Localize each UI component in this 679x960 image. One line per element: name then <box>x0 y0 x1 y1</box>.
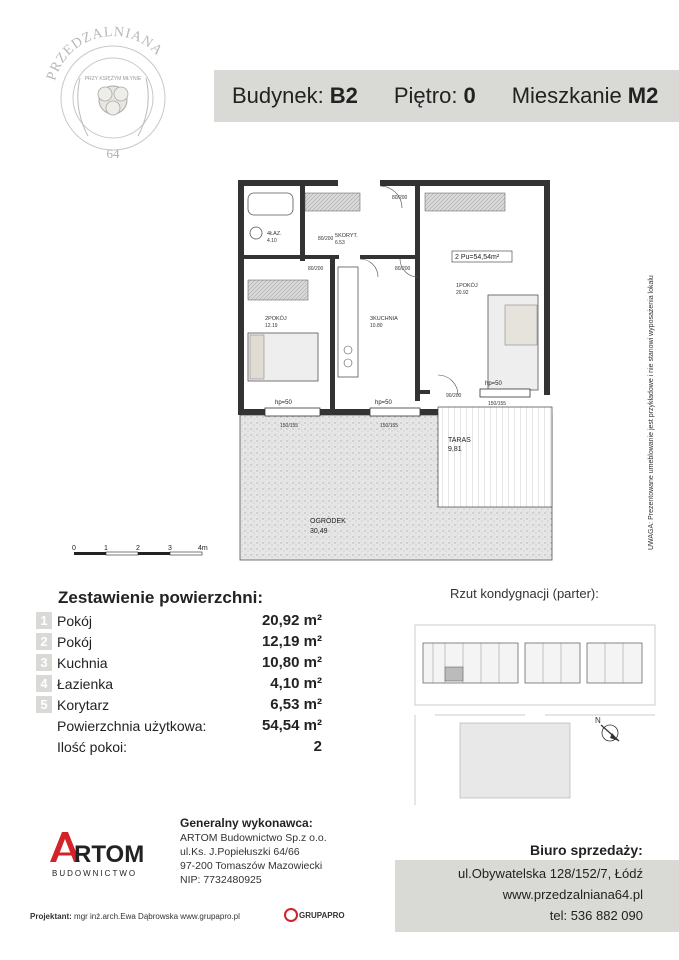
svg-text:PRZEDZALNIANA <box>44 25 165 83</box>
summary-rooms-row <box>36 737 336 757</box>
sales-address: ul.Obywatelska 128/152/7, Łódź <box>457 866 643 881</box>
keyplan-title: Rzut kondygnacji (parter): <box>450 586 599 601</box>
scale-tick-1: 1 <box>104 545 108 552</box>
furniture-note <box>636 230 655 550</box>
contractor-line: NIP: 7732480925 <box>180 874 262 886</box>
sales-band <box>395 860 679 932</box>
room-area: 10,80 m² <box>261 654 322 671</box>
scale-tick-3: 3 <box>168 545 172 552</box>
keyplan-buildings <box>423 643 642 683</box>
door-arcs <box>360 186 458 395</box>
scale-tick-2: 2 <box>136 545 140 552</box>
contractor-line: ul.Ks. J.Popiełuszki 64/66 <box>180 846 300 858</box>
contractor-line: ARTOM Budownictwo Sp.z o.o. <box>180 832 327 844</box>
summary-title: Zestawienie powierzchni: <box>58 588 263 607</box>
designer-text: mgr inż.arch.Ewa Dąbrowska www.grupapro.pl <box>74 912 240 921</box>
floor-value: 0 <box>463 83 476 108</box>
hp-label-2: hp=50 <box>375 400 392 406</box>
room-label-living: 1POKÓJ <box>456 283 478 289</box>
floor-label: Piętro: <box>393 83 458 108</box>
room-number-badge: 5 <box>36 696 52 713</box>
room-label-hall: 5KORYT. <box>335 233 358 239</box>
room-area: 20,92 m² <box>261 612 322 629</box>
artom-logo-sub: BUDOWNICTWO <box>52 869 138 878</box>
rooms-count-label: Ilość pokoi: <box>57 739 128 755</box>
keyplan <box>405 605 665 810</box>
room-number-badge: 2 <box>36 633 52 650</box>
building-label: Budynek: <box>232 83 324 108</box>
room-label-bedroom: 2POKÓJ <box>265 316 287 322</box>
summary-row <box>36 695 336 715</box>
sales-website[interactable]: www.przedzalniana64.pl <box>502 887 643 902</box>
window-dim-2: 150/155 <box>380 423 399 429</box>
garden-label: OGRÓDEK <box>310 518 346 525</box>
hp-label-3: hp=50 <box>485 381 502 387</box>
logo-name: PRZEDZALNIANA <box>44 24 166 83</box>
building-info <box>232 83 358 109</box>
terrace-label: TARAS <box>448 437 471 444</box>
svg-text:RTOM: RTOM <box>74 841 145 868</box>
cotton-flower-icon <box>78 78 148 136</box>
terrace-area-value: 9,81 <box>448 446 462 453</box>
room-label-bath: 4ŁAZ. <box>267 231 282 237</box>
scale-bar <box>72 543 222 563</box>
terrace-area <box>438 407 552 507</box>
summary-row <box>36 611 336 631</box>
building-value: B2 <box>329 83 358 108</box>
total-label: Powierzchnia użytkowa: <box>57 718 207 734</box>
door-dim-5: 90/200 <box>446 393 462 399</box>
apartment-info <box>512 83 659 109</box>
door-dim-4: 80/200 <box>392 195 408 201</box>
room-number-badge: 1 <box>36 612 52 629</box>
room-area: 6,53 m² <box>270 696 322 713</box>
room-area: 4,10 m² <box>270 675 322 692</box>
logo-number: 64 <box>106 146 120 161</box>
designer-label: Projektant: <box>30 912 72 921</box>
contractor-title: Generalny wykonawca: <box>180 816 313 830</box>
room-area-bedroom: 12.19 <box>265 323 278 329</box>
wardrobe-hatch-2 <box>248 280 308 300</box>
hp-label-1: hp=50 <box>275 400 292 406</box>
contractor-line: 97-200 Tomaszów Mazowiecki <box>180 860 323 872</box>
scale-tick-4: 4m <box>198 545 208 552</box>
summary-total-row <box>36 716 336 736</box>
floor-info <box>394 83 476 109</box>
window-dim-3: 150/155 <box>488 401 507 407</box>
artom-logo <box>44 826 154 886</box>
wardrobe-hatch <box>305 193 360 211</box>
room-area: 12,19 m² <box>261 633 322 650</box>
sales-title: Biuro sprzedaży: <box>530 842 643 858</box>
door-dim-3: 80/200 <box>395 266 411 272</box>
room-number-badge: 3 <box>36 654 52 671</box>
grupapro-logo <box>283 905 345 929</box>
room-label-kitchen: 3KUCHNIA <box>370 316 398 322</box>
north-arrow-icon <box>595 716 619 741</box>
pu-label: 2 Pu=54,54m² <box>455 254 500 261</box>
summary-row <box>36 674 336 694</box>
header-band <box>214 70 679 122</box>
furniture-note-text: UWAGA: Prezentowane umeblowanie jest przykładowe i nie stanowi wyposażenia lokalu <box>648 275 655 550</box>
summary-row <box>36 632 336 652</box>
door-dim-2: 80/200 <box>308 266 324 272</box>
room-area-bath: 4.10 <box>267 238 277 244</box>
svg-text:N: N <box>595 716 601 725</box>
total-value: 54,54 m² <box>261 717 322 734</box>
room-name: Pokój <box>57 634 93 650</box>
sales-phone[interactable]: tel: 536 882 090 <box>549 908 643 923</box>
garden-area-value: 30,49 <box>310 528 328 535</box>
summary-row <box>36 653 336 673</box>
washbasin <box>250 227 262 239</box>
kitchen-counter <box>338 267 358 377</box>
przedzalniana-logo <box>28 18 198 168</box>
room-area-living: 20.92 <box>456 290 469 296</box>
room-name: Kuchnia <box>57 655 108 671</box>
logo-tagline: PRZY KSIĘŻYM MŁYNIE <box>84 76 142 82</box>
rooms-count-value: 2 <box>313 738 322 755</box>
room-area-kitchen: 10.80 <box>370 323 383 329</box>
apartment-value: M2 <box>627 83 659 108</box>
room-name: Korytarz <box>57 697 110 713</box>
scale-tick-0: 0 <box>72 545 76 552</box>
apartment-label: Mieszkanie <box>511 83 622 108</box>
window-dim-1: 150/155 <box>280 423 299 429</box>
room-number-badge: 4 <box>36 675 52 692</box>
designer-credit <box>30 912 240 921</box>
wardrobe-hatch-3 <box>425 193 505 211</box>
door-dim-1: 80/200 <box>318 236 334 242</box>
grupapro-text: GRUPAPRO <box>299 911 345 920</box>
room-name: Łazienka <box>57 676 114 692</box>
bathtub <box>248 193 293 215</box>
room-area-hall: 6.53 <box>335 240 345 246</box>
floor-plan <box>220 175 640 570</box>
room-name: Pokój <box>57 613 93 629</box>
